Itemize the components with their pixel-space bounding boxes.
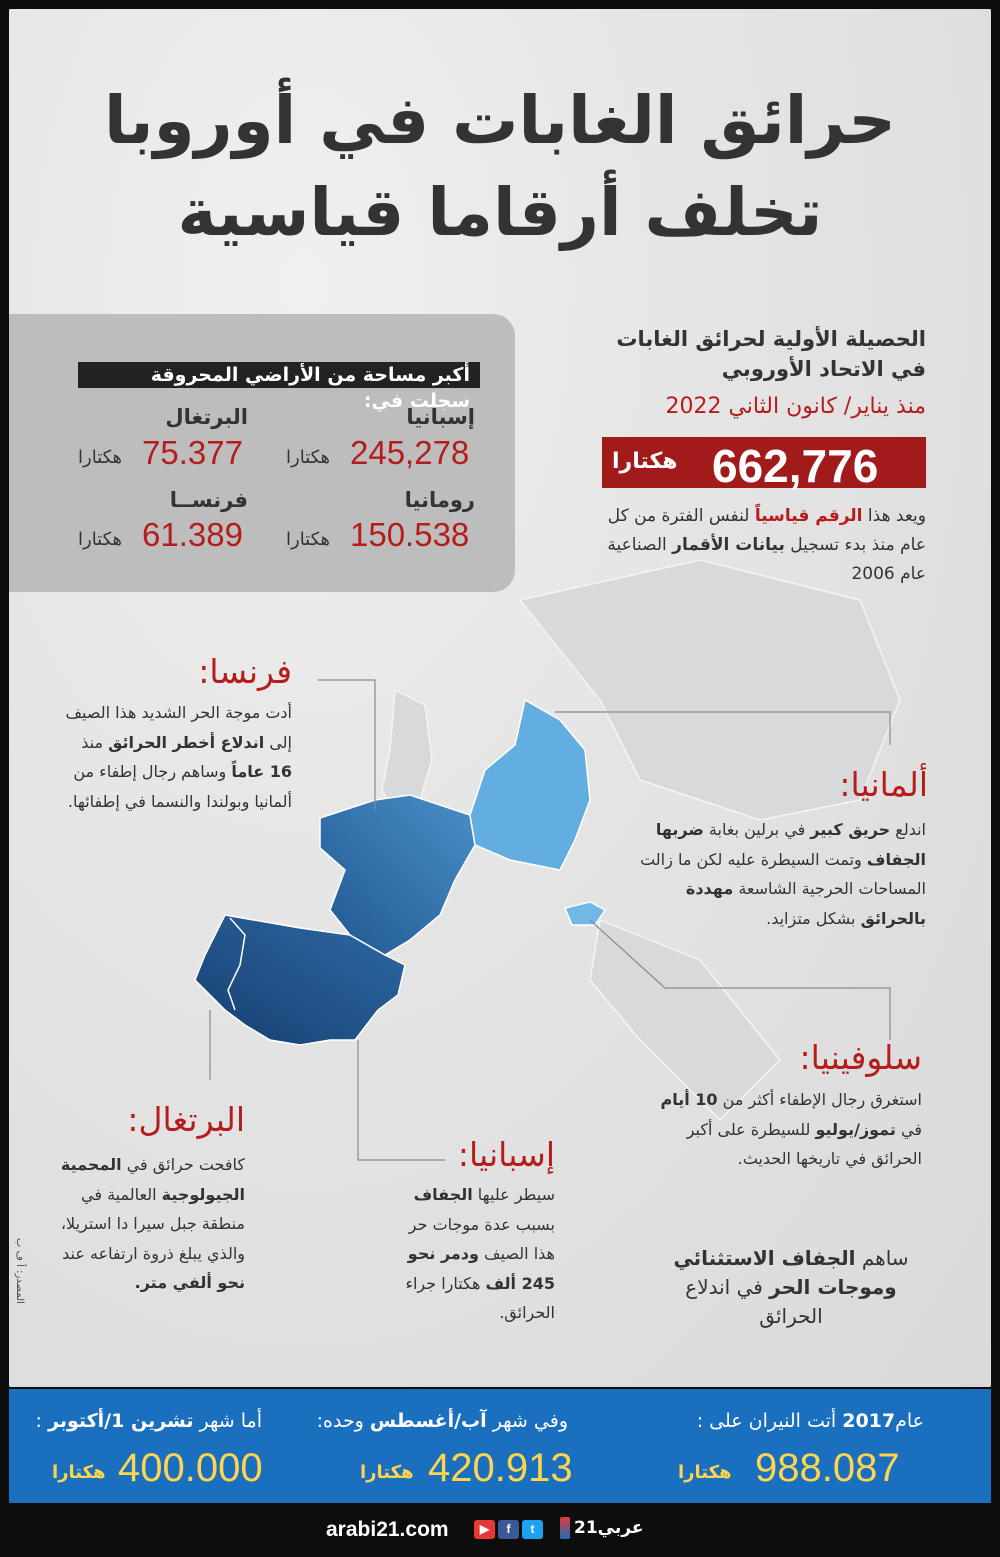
largest-areas-heading: أكبر مساحة من الأراضي المحروقة سجلت في: <box>78 362 480 388</box>
stat-unit: هكتارا <box>78 529 123 550</box>
eu-summary-note: ويعد هذا الرقم قياسياً لنفس الفترة من كل عام منذ بدء تسجيل بيانات الأقمار الصناعية عام 2006 <box>607 506 926 584</box>
band-2017-label: عام2017 أتت النيران على : <box>696 1410 924 1432</box>
youtube-icon[interactable]: ▶ <box>474 1520 495 1539</box>
page-title-line2: تخلف أرقاما قياسية <box>177 174 823 251</box>
portugal-text: كافحت حرائق في المحمية الجيولوجية العالمية في منطقة جبل سيرا دا استريلا، والذي يبلغ ذروة ارتفاعه عند نحو ألفي متر. <box>60 1155 245 1293</box>
source-credit: المصدر: أ ف ب <box>14 1238 25 1304</box>
france-shape <box>320 795 475 955</box>
eu-total-value: 662,776 <box>712 440 879 492</box>
stat-country: رومانيا <box>404 488 475 512</box>
brand-mark-icon <box>560 1517 570 1539</box>
stat-country: فرنســا <box>169 488 248 512</box>
twitter-icon[interactable]: t <box>522 1520 543 1539</box>
band-october-label: أما شهر تشرين 1/أكتوبر : <box>35 1410 262 1432</box>
band-october-unit: هكتارا <box>52 1462 106 1483</box>
slovenia-title: سلوفينيا: <box>799 1038 922 1077</box>
portugal-title: البرتغال: <box>127 1100 245 1139</box>
band-august-unit: هكتارا <box>360 1462 414 1483</box>
band-august-value: 420.913 <box>428 1446 573 1490</box>
eu-total-box <box>602 437 926 492</box>
stat-value: 61.389 <box>142 516 243 553</box>
stat-unit: هكتارا <box>78 447 123 468</box>
eu-summary-title: الحصيلة الأولية لحرائق الغابات في الاتحاد الأوروبي <box>616 327 926 382</box>
closing-statement: ساهم الجفاف الاستثنائي وموجات الحر في اندلاع الحرائق <box>673 1246 909 1328</box>
brand-logo[interactable] <box>560 1512 643 1544</box>
page-title-line1: حرائق الغابات في أوروبا <box>104 82 896 159</box>
slovenia-text: استغرق رجال الإطفاء أكثر من 10 أيام في تموز/يوليو للسيطرة على أكبر الحرائق في تاريخها الحديث. <box>660 1090 922 1169</box>
stat-country: إسبانيا <box>406 405 475 429</box>
stat-country: البرتغال <box>165 405 248 429</box>
germany-title: ألمانيا: <box>839 765 928 804</box>
spain-text: سيطر عليها الجفاف بسبب عدة موجات حر هذا الصيف ودمر نحو 245 ألف هكتارا جراء الحرائق. <box>405 1185 555 1323</box>
band-2017-unit: هكتارا <box>678 1462 732 1483</box>
france-text: أدت موجة الحر الشديد هذا الصيف إلى اندلاع أخطر الحرائق منذ 16 عاماً وساهم رجال إطفاء من ألمانيا وبولندا والنسما في إطفائها. <box>65 703 292 811</box>
stat-unit: هكتارا <box>286 529 331 550</box>
stat-value: 245,278 <box>350 434 470 471</box>
germany-shape <box>470 700 590 870</box>
brand-logo-text: عربي21 <box>574 1518 644 1538</box>
eu-total-unit: هكتارا <box>612 449 678 474</box>
band-october-value: 400.000 <box>118 1446 263 1490</box>
france-title: فرنسا: <box>198 652 292 691</box>
stat-value: 75.377 <box>142 434 243 471</box>
band-2017-value: 988.087 <box>755 1446 900 1490</box>
spain-title: إسبانيا: <box>457 1135 555 1174</box>
band-august-label: وفي شهر آب/أغسطس وحده: <box>316 1410 568 1432</box>
facebook-icon[interactable]: f <box>498 1520 519 1539</box>
eu-summary-period: منذ يناير/ كانون الثاني 2022 <box>665 394 926 419</box>
stat-value: 150.538 <box>350 516 470 553</box>
germany-text: اندلع حريق كبير في برلين بغابة ضربها الجفاف وتمت السيطرة عليه لكن ما زالت المساحات الحرجية الشاسعة مهددة بالحرائق بشكل متزايد. <box>640 820 926 928</box>
stat-unit: هكتارا <box>286 447 331 468</box>
site-link[interactable]: arabi21.com <box>326 1518 449 1541</box>
